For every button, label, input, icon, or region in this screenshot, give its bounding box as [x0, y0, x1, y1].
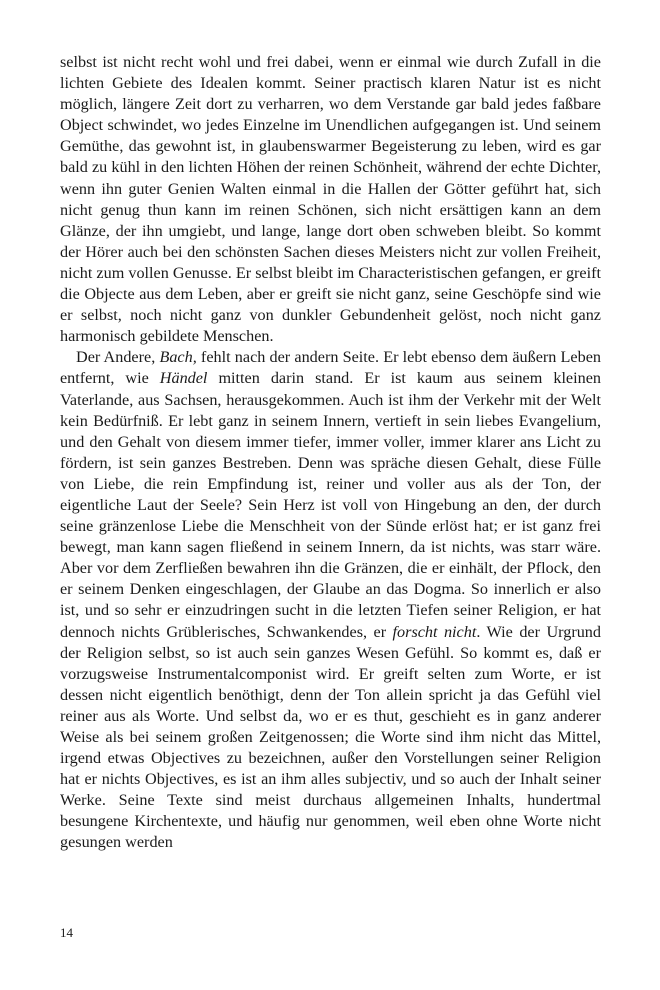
text-segment: Der Andere,: [76, 348, 160, 367]
body-text: [60, 52, 601, 854]
paragraph: [60, 347, 601, 853]
italic-text-segment: forscht nicht: [392, 622, 477, 641]
text-segment: selbst ist nicht recht wohl und frei dabei, wenn er einmal wie durch Zufall in die lichten Gebiete des Idealen kommt. Seiner practisch klaren Natur ist es nicht möglich, längere Zeit dort zu verharren, wo dem Verstande gar bald jedes faßbare Object schwindet, wo jedes Einzelne im Unendlichen aufgegangen ist. Und seinem Gemüthe, das gewohnt ist, in glaubenswarmer Begeisterung zu leben, wird es gar bald zu kühl in den lichten Höhen der reinen Schönheit, während der echte Dichter, wenn ihn guter Genien Walten einmal in die Hallen der Götter geführt hat, sich nicht genug thun kann im reinen Schönen, sich nicht ersättigen kann an dem Glänze, der ihn umgiebt, und lange, lange dort oben schweben bleibt. So kommt der Hörer auch bei den schönsten Sachen dieses Meisters nicht zur vollen Freiheit, nicht zum vollen Genusse. Er selbst bleibt im Characteristischen gefangen, er greift die Objecte aus dem Leben, aber er greift sie nicht ganz, seine Geschöpfe sind wie er selbst, noch nicht ganz von dunkler Gebundenheit gelöst, noch nicht ganz harmonisch gebildete Menschen.: [60, 53, 601, 346]
italic-text-segment: Händel: [159, 369, 208, 388]
text-segment: . Wie der Urgrund der Religion selbst, so ist auch sein ganzes Wesen Gefühl. So kommt es, daß er vorzugsweise Instrumentalcomponist wird. Er greift selten zum Worte, er ist dessen nicht eigentlich benöthigt, denn der Ton allein spricht ja das Gefühl viel reiner aus als Worte. Und selbst da, wo er es thut, geschieht es in ganz anderer Weise als bei seinem großen Zeitgenossen; die Worte sind ihm nicht das Mittel, irgend etwas Objectives zu bezeichnen, außer den Vorstellungen seiner Religion hat er nichts Objectives, es ist an ihm alles subjectiv, und so auch der Inhalt seiner Werke. Seine Texte sind meist durchaus allgemeinen Inhalts, hundertmal besungene Kirchentexte, und häufig nur genommen, weil eben ohne Worte nicht gesungen werden: [60, 622, 601, 852]
paragraph: [60, 52, 601, 347]
page-number: 14: [60, 925, 73, 940]
italic-text-segment: Bach,: [159, 348, 197, 367]
text-segment: mitten darin stand. Er ist kaum aus seinem kleinen Vaterlande, aus Sachsen, herausgekommen. Auch ist ihm der Verkehr mit der Welt kein Bedürfniß. Er lebt ganz in seinem Innern, vertieft in sein liebes Evangelium, und den Gehalt von diesem immer tiefer, immer voller, immer klarer ans Licht zu fördern, ist sein ganzes Bestreben. Denn was spräche diesen Gehalt, diese Fülle von Liebe, die rein Empfindung ist, reiner und voller aus als der Ton, der eigentliche Laut der Seele? Sein Herz ist voll von Hingebung an den, der durch seine gränzenlose Liebe die Menschheit von der Sünde erlöst hat; er ist ganz frei bewegt, man kann sagen fließend in seinem Innern, da ist nichts, was starr wäre. Aber vor dem Zerfließen bewahren ihn die Gränzen, die er einhält, der Pflock, den er seinem Denken eingeschlagen, der Glaube an das Dogma. So innerlich er also ist, und so sehr er einzudringen sucht in die letzten Tiefen seiner Religion, er hat dennoch nichts Grüblerisches, Schwankendes, er: [60, 369, 601, 641]
text-segment: fehlt nach der andern Seite. Er lebt ebenso dem äußern Leben entfernt, wie: [60, 348, 601, 388]
